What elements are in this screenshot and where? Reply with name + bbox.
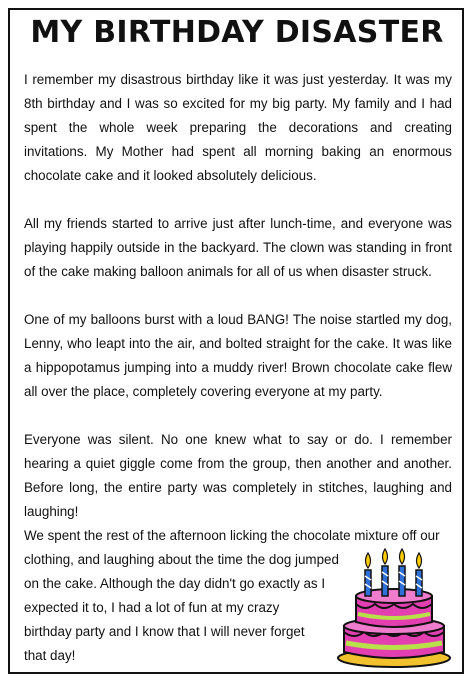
paragraph-3: One of my balloons burst with a loud BANG! The noise startled my dog, Lenny, who leapt into the air, and bolted straight for the cake. It was like a hippopotamus jumping into a muddy river! Brown chocolate cake flew all over the place, completely covering everyone at my party.	[24, 312, 452, 399]
paragraph-5-line: clothing, and laughing about the time the dog jumped	[24, 552, 339, 567]
birthday-cake-icon	[334, 548, 454, 670]
paragraph-5-line: We spent the rest of the afternoon licking the chocolate mixture off our	[24, 528, 440, 543]
page-title: MY BIRTHDAY DISASTER	[30, 15, 444, 50]
paragraph-5-line: expected it to, I had a lot of fun at my crazy	[24, 600, 280, 615]
paragraph-5-line: birthday party and I know that I will never forget	[24, 624, 305, 639]
paragraph-1: I remember my disastrous birthday like it was just yesterday. It was my 8th birthday and I was so excited for my big party. My family and I had spent the whole week preparing the decorations and creating invitations. My Mother had spent all morning baking an enormous chocolate cake and it looked absolutely delicious.	[24, 72, 452, 183]
paragraph-2: All my friends started to arrive just after lunch-time, and everyone was playing happily outside in the backyard. The clown was standing in front of the cake making balloon animals for all of us when disaster struck.	[24, 216, 452, 279]
paragraph-5-line: on the cake. Although the day didn't go exactly as I	[24, 576, 326, 591]
paragraph-4: Everyone was silent. No one knew what to say or do. I remember hearing a quiet giggle come from the group, then another and another. Before long, the entire party was completely in stitches, laughing and laughing!	[24, 432, 452, 519]
paragraph-5-line: that day!	[24, 648, 76, 663]
